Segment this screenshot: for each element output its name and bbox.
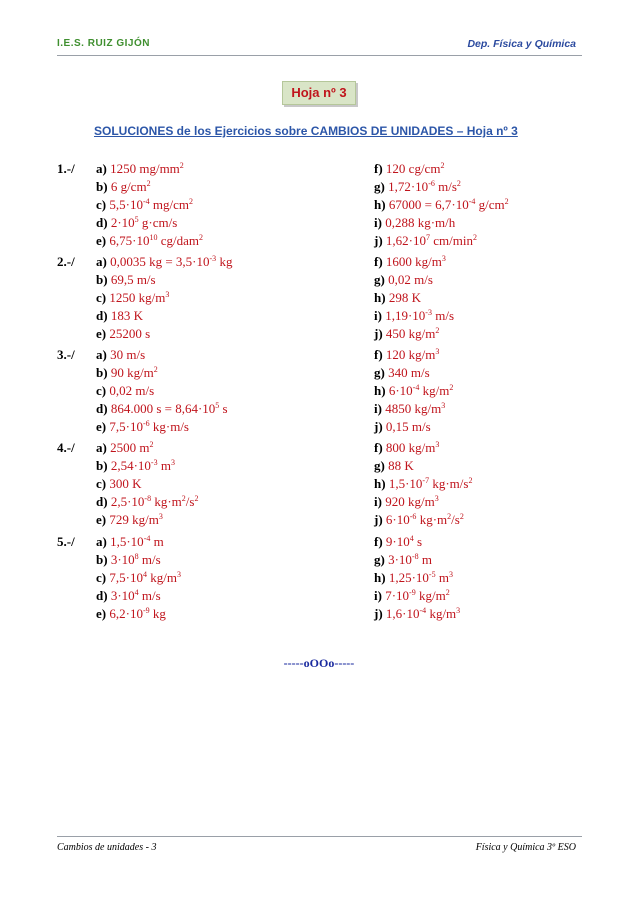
answer-exponent: 3 — [448, 570, 453, 579]
answer-text: 7,5·10 — [109, 419, 143, 434]
answer-exponent: -6 — [409, 512, 417, 521]
answer-exponent: 3 — [165, 290, 170, 299]
answer-letter: h) — [374, 290, 389, 305]
answer-exponent: 3 — [158, 512, 163, 521]
answer-text: 0,288 kg·m/h — [385, 215, 456, 230]
answer-text: kg/m — [415, 588, 446, 603]
answer-letter: d) — [96, 215, 111, 230]
answer-exponent: 7 — [426, 233, 431, 242]
answer-item — [96, 458, 175, 474]
answer-letter: b) — [96, 272, 111, 287]
answer-text: kg·m — [151, 494, 182, 509]
answer-item — [96, 494, 198, 510]
answer-letter: d) — [96, 494, 111, 509]
answer-text: kg — [216, 254, 233, 269]
answer-text: /s — [451, 512, 460, 527]
answer-exponent: 4 — [134, 588, 139, 597]
department-name: Dep. Física y Química — [467, 38, 576, 50]
answer-text: 1,5·10 — [388, 476, 423, 491]
answer-text: 0,0035 kg = 3,5·10 — [110, 254, 210, 269]
answer-text: 1250 kg/m — [109, 290, 166, 305]
answer-text: 3·10 — [110, 588, 135, 603]
answer-letter: h) — [374, 570, 389, 585]
answer-text: m — [157, 458, 171, 473]
answer-item — [96, 476, 142, 492]
answer-text: s — [413, 534, 423, 549]
answer-letter: d) — [96, 308, 111, 323]
answer-letter: a) — [96, 534, 111, 549]
answer-text: 69,5 m/s — [110, 272, 156, 287]
answer-exponent: 2 — [449, 383, 454, 392]
answer-exponent: 2 — [181, 494, 186, 503]
answer-letter: h) — [374, 383, 389, 398]
answer-text: kg·m/s — [149, 419, 189, 434]
answer-letter: g) — [374, 365, 389, 380]
answer-exponent: -3 — [425, 308, 432, 317]
answer-exponent: -4 — [419, 606, 427, 615]
answer-exponent: -9 — [409, 588, 416, 597]
answer-letter: a) — [96, 254, 111, 269]
answer-item — [374, 308, 454, 324]
answer-text: 2500 m — [110, 440, 150, 455]
answer-exponent: -8 — [144, 494, 152, 503]
answer-item — [374, 458, 414, 474]
answer-letter: i) — [374, 401, 386, 416]
answer-text: 3·10 — [388, 552, 412, 567]
answer-exponent: 5 — [134, 215, 139, 224]
answer-letter: c) — [96, 476, 110, 491]
answer-text: 800 kg/m — [385, 440, 436, 455]
answer-text: 6,2·10 — [109, 606, 143, 621]
answer-item — [374, 401, 445, 417]
answer-item — [96, 290, 169, 306]
answer-exponent: -4 — [468, 197, 476, 206]
answer-exponent: -6 — [142, 419, 150, 428]
answer-item — [374, 419, 431, 435]
answer-item — [374, 254, 446, 270]
answer-item — [96, 326, 150, 342]
answer-text: 0,15 m/s — [385, 419, 431, 434]
answer-exponent: 2 — [198, 233, 203, 242]
answer-exponent: 5 — [215, 401, 220, 410]
answer-text: 7·10 — [385, 588, 410, 603]
answer-exponent: 3 — [456, 606, 461, 615]
answer-text: 88 K — [388, 458, 414, 473]
answer-letter: j) — [374, 419, 386, 434]
answer-letter: e) — [96, 606, 110, 621]
answer-letter: b) — [96, 179, 111, 194]
answer-letter: i) — [374, 588, 386, 603]
answer-exponent: 2 — [149, 440, 154, 449]
answer-letter: b) — [96, 552, 111, 567]
answer-exponent: 2 — [456, 179, 461, 188]
answer-text: 1250 mg/mm — [110, 161, 180, 176]
answer-text: g·cm/s — [138, 215, 178, 230]
answer-letter: h) — [374, 197, 389, 212]
answer-letter: c) — [96, 383, 110, 398]
answer-item — [374, 290, 421, 306]
answer-text: 25200 s — [109, 326, 151, 341]
answer-letter: a) — [96, 161, 111, 176]
answer-letter: j) — [374, 233, 386, 248]
footer-divider — [57, 836, 582, 837]
answer-item — [96, 347, 145, 363]
answer-item — [96, 161, 184, 177]
answer-exponent: 2 — [435, 326, 440, 335]
answer-letter: f) — [374, 440, 386, 455]
answer-letter: f) — [374, 534, 386, 549]
answer-item — [374, 326, 439, 342]
answer-item — [96, 365, 158, 381]
answer-text: kg·m — [416, 512, 448, 527]
answer-letter: f) — [374, 161, 386, 176]
answer-item — [374, 494, 439, 510]
answer-text: 1,62·10 — [385, 233, 427, 248]
answer-text: kg/m — [419, 383, 450, 398]
answer-letter: j) — [374, 326, 386, 341]
answer-text: 729 kg/m — [109, 512, 159, 527]
answer-text: m — [418, 552, 432, 567]
answer-text: 120 kg/m — [385, 347, 436, 362]
answer-text: cg/dam — [157, 233, 199, 248]
answer-item — [374, 512, 464, 528]
answer-exponent: 2 — [459, 512, 464, 521]
answer-exponent: 3 — [170, 458, 175, 467]
answer-letter: g) — [374, 552, 389, 567]
answer-item — [374, 215, 455, 231]
answer-exponent: -9 — [142, 606, 150, 615]
answer-item — [374, 476, 472, 492]
answer-exponent: 2 — [188, 197, 193, 206]
answer-text: 920 kg/m — [385, 494, 435, 509]
answer-exponent: 10 — [149, 233, 158, 242]
answer-letter: c) — [96, 570, 110, 585]
answer-text: kg — [149, 606, 166, 621]
answer-letter: e) — [96, 326, 110, 341]
answer-letter: j) — [374, 606, 386, 621]
answer-text: 1,6·10 — [385, 606, 420, 621]
end-separator: -----oOOo----- — [283, 656, 355, 670]
answer-text: m — [435, 570, 449, 585]
answer-text: 450 kg/m — [385, 326, 436, 341]
answer-letter: b) — [96, 458, 111, 473]
answer-letter: i) — [374, 308, 386, 323]
answer-text: 864.000 s = 8,64·10 — [110, 401, 216, 416]
answer-item — [96, 440, 153, 456]
answer-exponent: -4 — [143, 534, 151, 543]
answer-text: 2,5·10 — [110, 494, 145, 509]
answer-item — [96, 308, 143, 324]
answer-exponent: 3 — [435, 440, 440, 449]
answer-item — [374, 233, 477, 249]
answer-item — [374, 365, 430, 381]
answer-item — [374, 197, 509, 213]
answer-text: kg/m — [426, 606, 457, 621]
answer-text: m/s — [431, 308, 455, 323]
answer-item — [96, 606, 166, 622]
answer-text: 120 cg/cm — [385, 161, 441, 176]
answer-text: 6·10 — [388, 383, 413, 398]
answer-letter: f) — [374, 254, 386, 269]
answer-text: /s — [185, 494, 195, 509]
answer-item — [96, 588, 161, 604]
answer-text: m/s — [434, 179, 457, 194]
answer-text: 183 K — [110, 308, 143, 323]
answer-text: 5,5·10 — [109, 197, 143, 212]
exercise-number: 2.-/ — [57, 254, 75, 269]
answer-text: 7,5·10 — [109, 570, 143, 585]
answer-text: 2·10 — [110, 215, 135, 230]
answer-item — [374, 588, 450, 604]
answer-item — [374, 347, 439, 363]
answer-letter: c) — [96, 197, 110, 212]
answer-exponent: -7 — [422, 476, 430, 485]
answer-letter: h) — [374, 476, 389, 491]
answer-item — [96, 570, 181, 586]
answer-letter: a) — [96, 347, 111, 362]
answer-exponent: 2 — [472, 233, 477, 242]
answer-text: kg/m — [146, 570, 177, 585]
answer-letter: d) — [96, 401, 111, 416]
answer-exponent: 2 — [194, 494, 199, 503]
answer-item — [96, 233, 203, 249]
answer-text: 6 g/cm — [110, 179, 147, 194]
answer-letter: d) — [96, 588, 111, 603]
answer-exponent: 8 — [134, 552, 139, 561]
answer-text: cm/min — [430, 233, 473, 248]
answer-text: kg·m/s — [429, 476, 469, 491]
answer-exponent: 3 — [441, 401, 446, 410]
answer-letter: j) — [374, 512, 386, 527]
answer-letter: b) — [96, 365, 111, 380]
answer-item — [96, 383, 154, 399]
answer-exponent: 2 — [468, 476, 473, 485]
answer-letter: a) — [96, 440, 111, 455]
answer-exponent: -3 — [209, 254, 217, 263]
answer-text: g/cm — [475, 197, 505, 212]
answer-letter: i) — [374, 494, 386, 509]
answer-text: 340 m/s — [388, 365, 430, 380]
answer-exponent: 2 — [445, 588, 450, 597]
answer-item — [96, 254, 232, 270]
answer-item — [374, 552, 432, 568]
answer-item — [96, 512, 163, 528]
answer-item — [96, 401, 228, 417]
answer-text: 0,02 m/s — [388, 272, 433, 287]
answer-text: 2,54·10 — [110, 458, 151, 473]
answer-text: m/s — [138, 588, 161, 603]
answer-text: 3·10 — [110, 552, 135, 567]
answer-letter: e) — [96, 512, 110, 527]
answer-letter: g) — [374, 272, 389, 287]
school-name: I.E.S. RUIZ GIJÓN — [57, 38, 150, 49]
answer-exponent: 2 — [146, 179, 151, 188]
answer-exponent: 2 — [440, 161, 445, 170]
exercise-number: 1.-/ — [57, 161, 75, 176]
answer-text: 4850 kg/m — [385, 401, 442, 416]
answer-item — [96, 272, 156, 288]
answer-letter: e) — [96, 233, 110, 248]
answer-item — [96, 215, 177, 231]
answer-exponent: 3 — [435, 347, 440, 356]
answer-exponent: -5 — [428, 570, 436, 579]
footer-course: Física y Química 3º ESO — [475, 842, 576, 853]
answer-item — [374, 272, 433, 288]
answer-item — [96, 179, 151, 195]
answer-exponent: 2 — [153, 365, 158, 374]
answer-item — [374, 570, 453, 586]
answer-exponent: 2 — [179, 161, 184, 170]
exercise-number: 3.-/ — [57, 347, 75, 362]
answer-exponent: 2 — [504, 197, 509, 206]
answer-exponent: -4 — [412, 383, 420, 392]
answer-exponent: 3 — [434, 494, 439, 503]
answer-item — [374, 606, 460, 622]
answer-text: 6·10 — [385, 512, 410, 527]
exercise-number: 4.-/ — [57, 440, 75, 455]
exercise-number: 5.-/ — [57, 534, 75, 549]
sheet-label-box: Hoja nº 3 — [282, 81, 356, 105]
answer-text: 1,25·10 — [388, 570, 429, 585]
answer-letter: g) — [374, 458, 389, 473]
answer-text: 1,5·10 — [110, 534, 144, 549]
answer-text: 1600 kg/m — [385, 254, 442, 269]
answer-text: 90 kg/m — [110, 365, 154, 380]
answer-text: mg/cm — [149, 197, 189, 212]
answer-text: 9·10 — [385, 534, 410, 549]
answer-text: 67000 = 6,7·10 — [388, 197, 469, 212]
answer-exponent: -3 — [150, 458, 158, 467]
answer-text: 300 K — [109, 476, 142, 491]
answer-exponent: 3 — [441, 254, 446, 263]
answer-text: 1,19·10 — [385, 308, 426, 323]
answer-item — [96, 197, 193, 213]
answer-exponent: 3 — [176, 570, 181, 579]
page-title: SOLUCIONES de los Ejercicios sobre CAMBIOS DE UNIDADES – Hoja nº 3 — [94, 124, 518, 138]
answer-exponent: 2 — [447, 512, 452, 521]
answer-exponent: -6 — [428, 179, 435, 188]
answer-item — [374, 179, 461, 195]
answer-text: m/s — [138, 552, 161, 567]
answer-text: m — [150, 534, 164, 549]
answer-text: 1,72·10 — [388, 179, 429, 194]
answer-item — [374, 383, 453, 399]
answer-text: s — [219, 401, 228, 416]
answer-text: 298 K — [388, 290, 421, 305]
answer-letter: i) — [374, 215, 386, 230]
answer-letter: g) — [374, 179, 389, 194]
answer-exponent: 4 — [409, 534, 414, 543]
answer-item — [96, 552, 161, 568]
answer-item — [96, 534, 164, 550]
answer-exponent: -4 — [142, 197, 150, 206]
answer-item — [374, 440, 439, 456]
answer-text: 30 m/s — [110, 347, 146, 362]
answer-letter: f) — [374, 347, 386, 362]
answer-exponent: -8 — [411, 552, 419, 561]
footer-topic: Cambios de unidades - 3 — [57, 842, 157, 853]
answer-item — [374, 161, 444, 177]
answer-text: 6,75·10 — [109, 233, 150, 248]
answer-item — [374, 534, 422, 550]
header-divider — [57, 55, 582, 56]
answer-letter: e) — [96, 419, 110, 434]
answer-item — [96, 419, 189, 435]
answer-text: 0,02 m/s — [109, 383, 155, 398]
answer-exponent: 4 — [142, 570, 147, 579]
answer-letter: c) — [96, 290, 110, 305]
